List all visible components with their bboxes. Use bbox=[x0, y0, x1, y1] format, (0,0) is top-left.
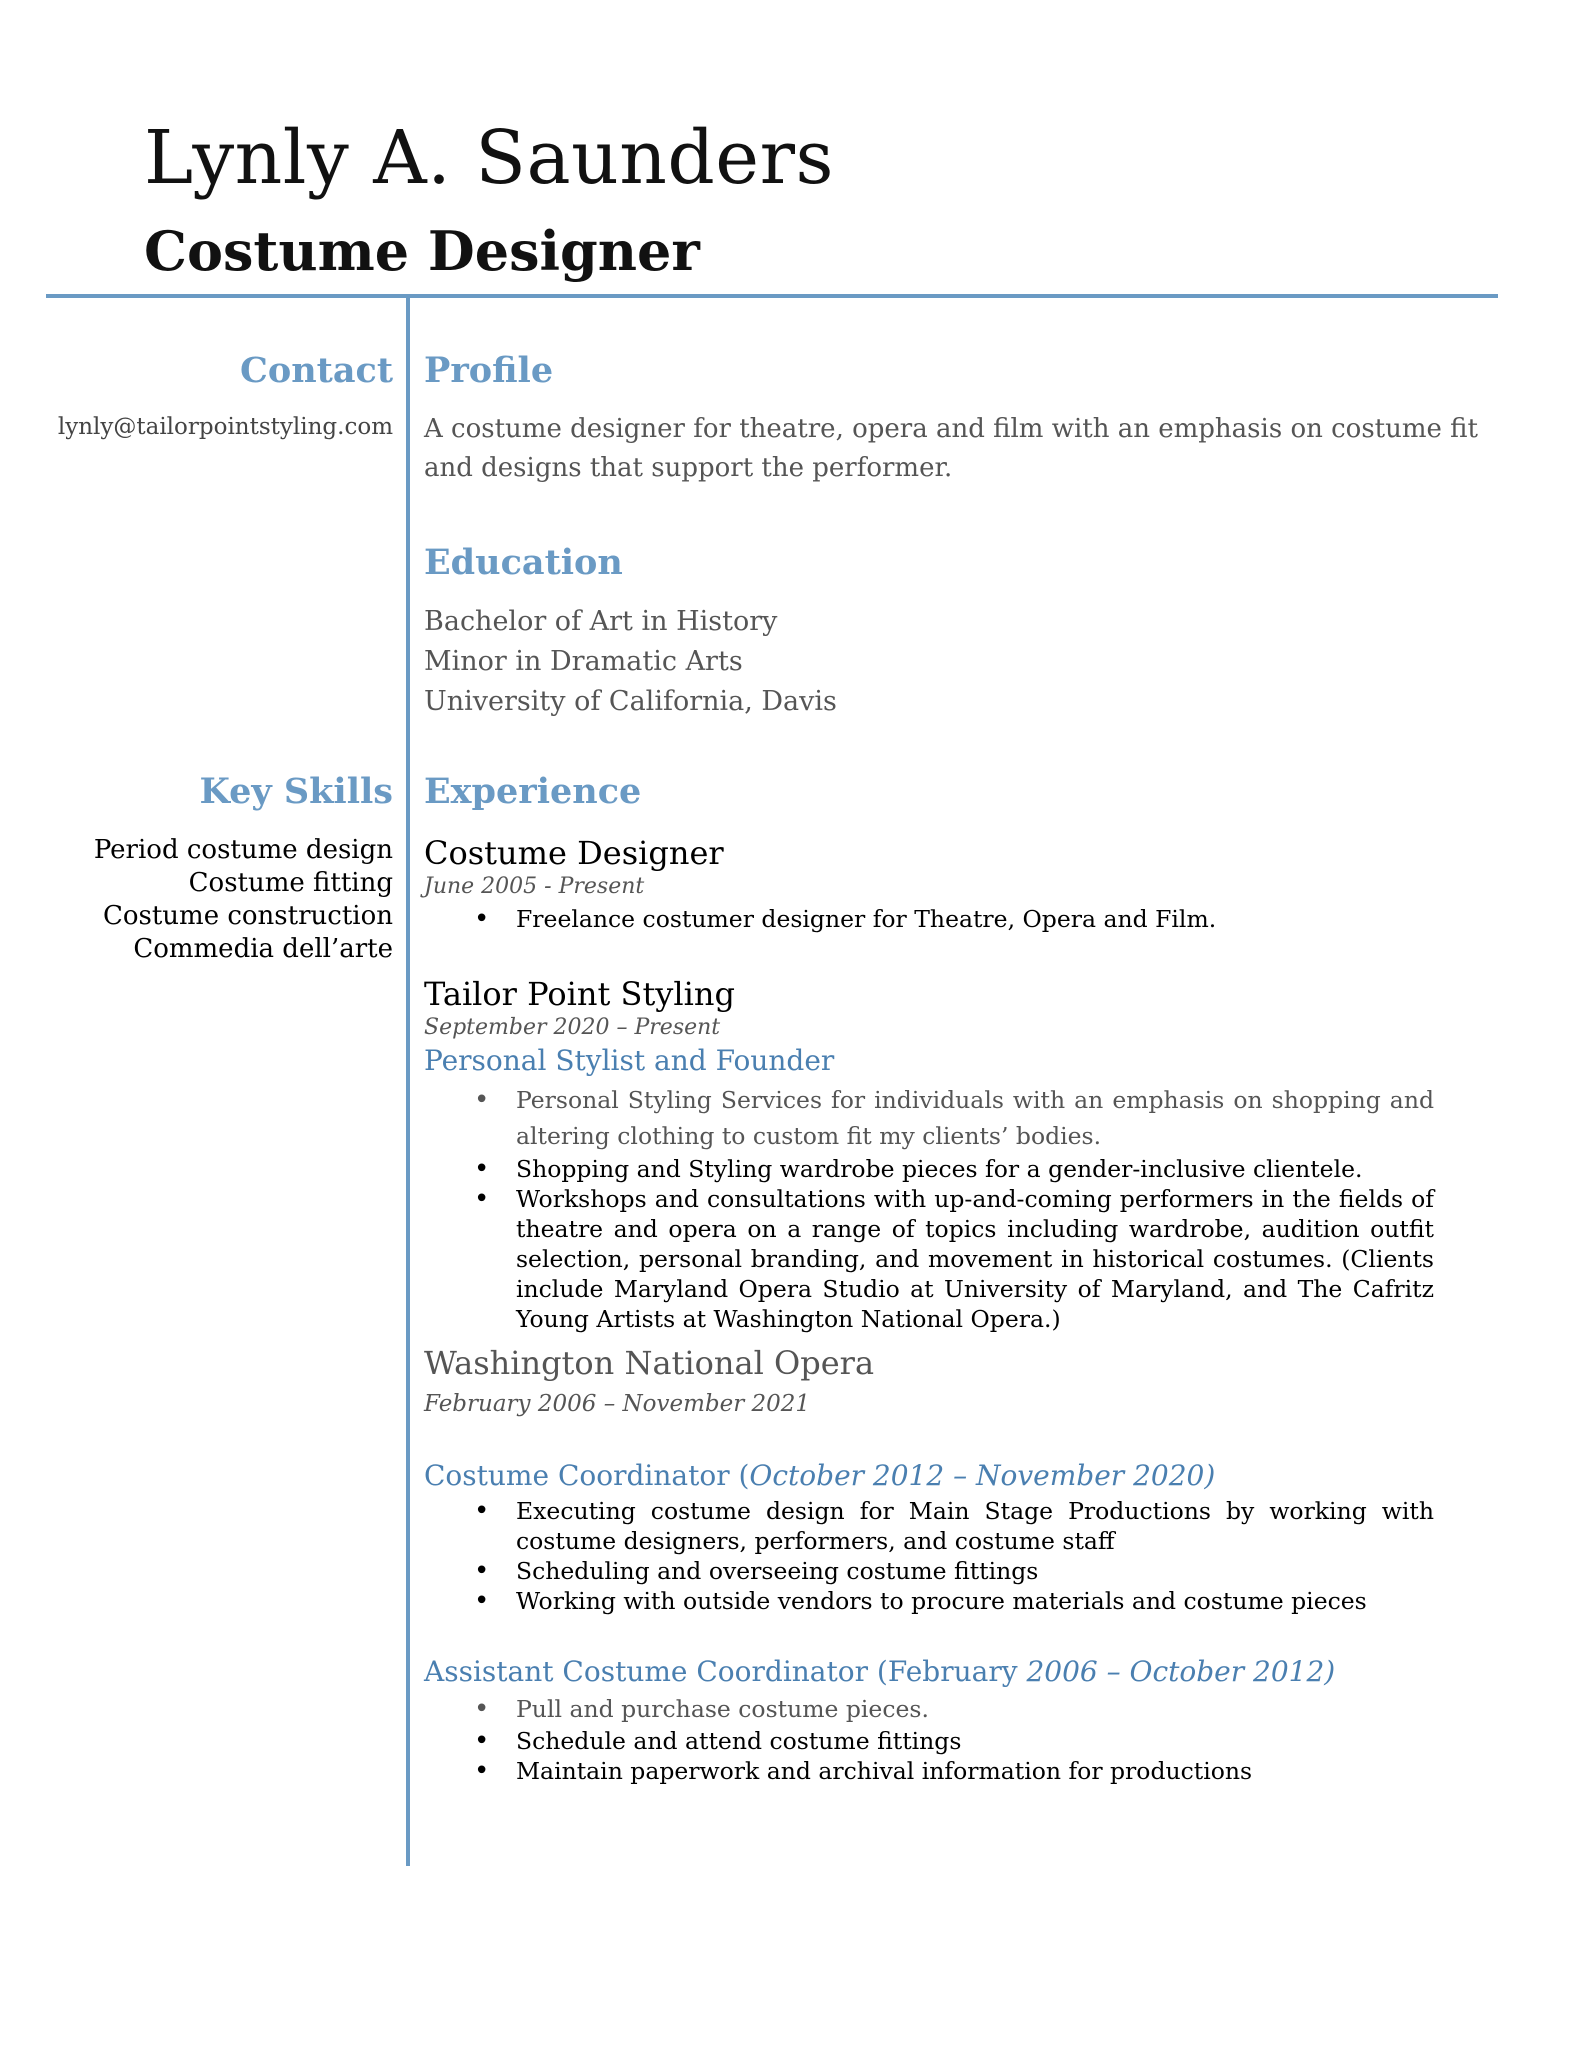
column-divider bbox=[406, 298, 410, 1866]
bullet-item: • Pull and purchase costume pieces. bbox=[424, 1692, 1434, 1726]
job-role-costume-coordinator bbox=[424, 1459, 1484, 1492]
skill-item: Costume fitting bbox=[188, 868, 393, 898]
role-name: Costume Coordinator ( bbox=[424, 1459, 750, 1492]
experience-heading: Experience bbox=[424, 771, 642, 812]
bullet-item: • Executing costume design for Main Stage Productions by working with costume designers, performers, and costume staff bbox=[424, 1496, 1434, 1556]
profile-text: A costume designer for theatre, opera and film with an emphasis on costume fit and designs that support the performer. bbox=[424, 414, 1478, 483]
bullet-item: • Working with outside vendors to procure materials and costume pieces bbox=[424, 1586, 1434, 1616]
contact-email[interactable]: lynly@tailorpointstyling.com bbox=[57, 414, 393, 440]
bullet-item: • Personal Styling Services for individuals with an emphasis on shopping and altering clothing to custom fit my clients’ bodies. bbox=[424, 1082, 1434, 1154]
role-dates: October 2012 – November 2020) bbox=[749, 1459, 1216, 1492]
header-divider bbox=[46, 294, 1498, 298]
bullet-item: • Scheduling and overseeing costume fittings bbox=[424, 1556, 1434, 1586]
job-dates: September 2020 – Present bbox=[424, 1015, 721, 1040]
bullet-item: • Schedule and attend costume fittings bbox=[424, 1726, 1434, 1756]
role-name: Assistant Costume Coordinator (February bbox=[424, 1655, 1027, 1688]
job-dates: June 2005 - Present bbox=[424, 874, 645, 899]
skills-list bbox=[94, 834, 393, 966]
bullet-item: • Maintain paperwork and archival information for productions bbox=[424, 1756, 1434, 1786]
job-title-wno: Washington National Opera bbox=[424, 1344, 875, 1382]
job-bullets bbox=[424, 1082, 1434, 1334]
job-dates: February 2006 – November 2021 bbox=[424, 1391, 811, 1417]
job-role-assistant-coordinator bbox=[424, 1655, 1484, 1688]
skill-item: Period costume design bbox=[93, 835, 393, 865]
education-degree: Bachelor of Art in History bbox=[424, 606, 778, 637]
education-school: University of California, Davis bbox=[424, 686, 837, 717]
bullet-item: • Shopping and Styling wardrobe pieces for a gender-inclusive clientele. bbox=[424, 1154, 1434, 1184]
bullet-item: • Freelance costumer designer for Theatre, Opera and Film. bbox=[424, 904, 1434, 934]
skills-heading: Key Skills bbox=[199, 771, 393, 812]
job-bullets bbox=[424, 1692, 1434, 1786]
contact-heading: Contact bbox=[240, 350, 393, 391]
education-minor: Minor in Dramatic Arts bbox=[424, 646, 743, 677]
job-title-costume-designer: Costume Designer bbox=[424, 834, 724, 872]
candidate-name: Lynly A. Saunders bbox=[144, 115, 834, 201]
role-dates: 2006 – October 2012) bbox=[1026, 1655, 1336, 1688]
job-title-tailor-point: Tailor Point Styling bbox=[424, 975, 735, 1013]
job-bullets bbox=[424, 904, 1434, 934]
skill-item: Costume construction bbox=[102, 901, 393, 931]
education-list bbox=[424, 602, 1484, 722]
skill-item: Commedia dell’arte bbox=[133, 934, 393, 964]
profile-heading: Profile bbox=[424, 350, 554, 391]
job-role: Personal Stylist and Founder bbox=[424, 1044, 835, 1077]
bullet-item: • Workshops and consultations with up-and-coming performers in the fields of theatre and opera on a range of topics including wardrobe, audition outfit selection, personal branding, and movement in historical costumes. (Clients include Maryland Opera Studio at University of Maryland, and The Cafritz Young Artists at Washington National Opera.) bbox=[424, 1184, 1434, 1334]
job-bullets bbox=[424, 1496, 1434, 1616]
candidate-title: Costume Designer bbox=[144, 219, 700, 283]
education-heading: Education bbox=[424, 542, 623, 583]
